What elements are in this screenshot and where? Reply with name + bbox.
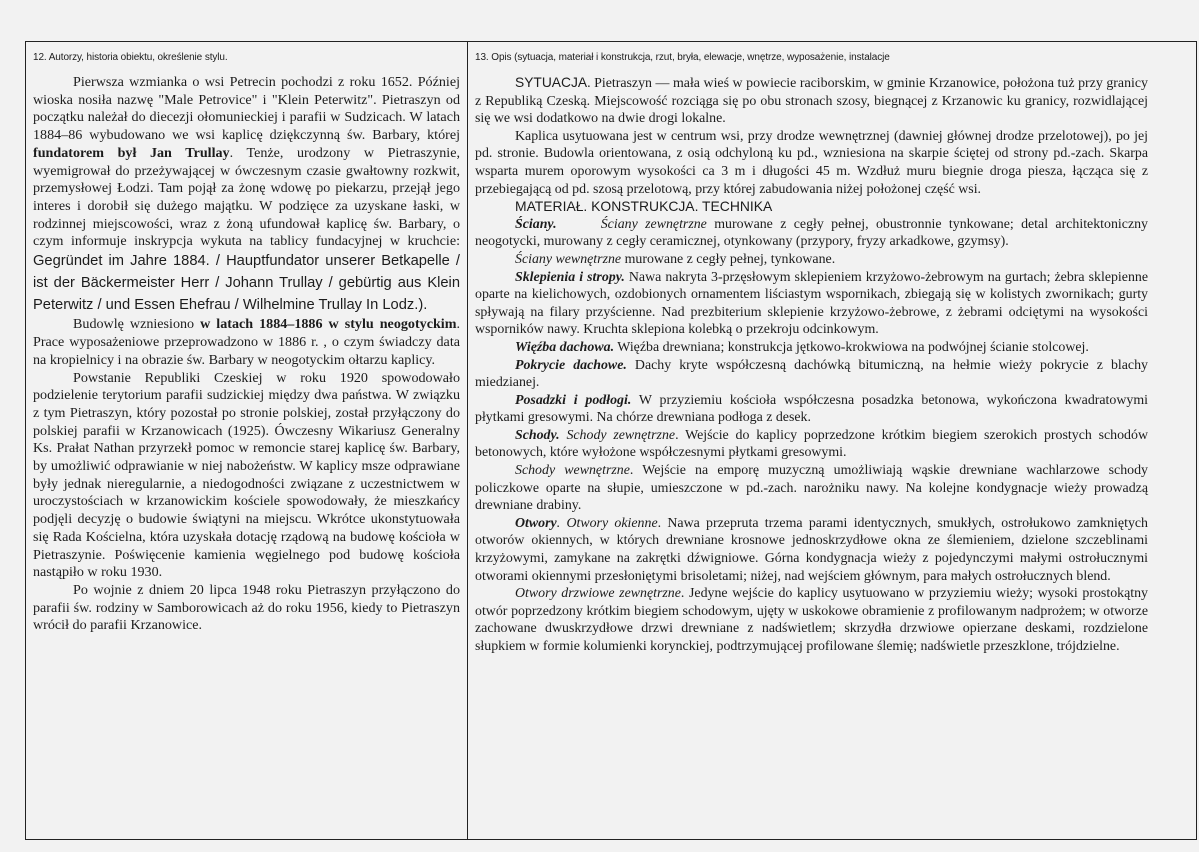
otwory-label: Otwory (515, 515, 557, 531)
schody-wewnetrzne-label: Schody wewnętrzne (515, 463, 630, 479)
wiezba-label: Więźba dachowa. (515, 339, 615, 355)
otwory-okienne-paragraph: Otwory. Otwory okienne. Nawa przepruta trzema parami identycznych, smukłych, ostrołukowo zamkniętych otworów okiennych, w których drewniane krosnowe jednoskrzydłowe okna ze ślemieniem, dzielone szczeblinami krzyżowymi, zamykane na zakrętki dźwigniowe. Górna kondygnacja wieży z pojedynczymi małymi ostrołucznymi otworami okiennymi przesłoniętymi brisoletami; niżej, nad wejściem głównym, para małych ostrołucznych blend. (475, 515, 1148, 584)
schody-zewnetrzne-label: Schody zewnętrzne (566, 427, 676, 443)
otwory-drzwiowe-text: . Jedyne wejście do kaplicy usytuowano w przyziemiu wieży; wysoki prostokątny otwór poprzedzony krótkim biegiem schodowym, ujęty w uskokowe obramienie z profilowanym nadprożem; w otworze zachowane dwuskrzydłowe drzwi drewniane z nadświetlem; skrzydła drzwiowe opierzane deskami, rozdzielone słupkiem w formie kolumienki korynckiej, podtrzymującej profilowane ślemię; nadświetle przeszklone, trójdzielne. (475, 586, 1148, 654)
posadzki-text: W przyziemiu kościoła współczesna posadzka betonowa, wykończona kwadratowymi płytkami gresowymi. Na chórze drewniana podłoga z desek. (475, 392, 1148, 426)
history-p2-dates-style: w latach 1884–1886 w stylu neogotyckim (200, 316, 457, 333)
kaplica-paragraph: Kaplica usytuowana jest w centrum wsi, przy drodze wewnętrznej (dawniej głównej drodze przelotowej), po jej pd. stronie. Budowla orientowana, z osią odchyloną ku pd., wzniesiona na skarpie ściętej od strony pd.-zach. Skarpa wsparta murem oporowym wysokości ca 3 m i długości 45 m. Wzdłuż muru biegnie droga piesza, łącząca się z przebiegającą od pd. szosą przelotową, przy której zabudowania niżej położonej część wsi. (475, 128, 1148, 197)
schody-zewnetrzne-paragraph (475, 427, 1148, 462)
sciany-wewnetrzne-paragraph (475, 251, 1148, 269)
history-paragraph-4: Po wojnie z dniem 20 lipca 1948 roku Pietraszyn przyłączono do parafii św. rodziny w Samborowicach aż do roku 1956, kiedy to Pietraszyn wrócił do parafii Krzanowice. (33, 581, 460, 634)
history-column (33, 42, 460, 635)
frame-left-line (25, 41, 26, 840)
column-divider (467, 41, 468, 840)
otwory-drzwiowe-label: Otwory drzwiowe zewnętrzne (515, 586, 681, 602)
wiezba-text: Więźba drewniana; konstrukcja jętkowo-krokwiowa na podwójnej ścianie stolcowej. (614, 339, 1089, 355)
sklepienia-text: Nawa nakryta 3-przęsłowym sklepieniem krzyżowo-żebrowym na gurtach; żebra sklepienne oparte na kielichowych, ozdobionych ornamentem liściastym wspornikach, zbiegają się w kolistych zwornikach; gurty spływają na filary przyścienne. Nad prezbiterium sklepienie krzyżowo-żebrowe, z żebrami odciętymi na wysokości wsporników nawy. Kruchta sklepiona kolebką o przekroju odcinkowym. (475, 269, 1149, 338)
pokrycie-label: Pokrycie dachowe. (515, 357, 627, 373)
schody-label: Schody. (515, 427, 560, 443)
schody-wewnetrzne-paragraph (475, 462, 1148, 515)
history-p2-text-a: Budowlę wzniesiono (73, 316, 201, 333)
history-paragraph-2 (33, 316, 460, 369)
sciany-label: Ściany. (515, 216, 557, 232)
sytuacja-paragraph (475, 74, 1148, 128)
schody-wewnetrzne-text: . Wejście na emporę muzyczną umożliwiają wąskie drewniane wachlarzowe schody policzkowe oparte na słupie, umieszczone w pd.-zach. narożniku nawy. Na kolejne kondygnacje wieży prowadzą drewniane drabiny. (475, 463, 1149, 514)
sklepienia-paragraph (475, 269, 1148, 339)
sklepienia-label: Sklepienia i stropy. (515, 269, 625, 285)
sytuacja-label: SYTUACJA (515, 75, 588, 90)
frame-bottom-line (25, 839, 1197, 840)
history-p1-text-b: . Tenże, urodzony w Pietraszynie, wyemigrował do przeżywającej w ówczesnym czasie gwałtowny rozkwit, przemysłowej Łodzi. Tam pojął za żonę wdowę po piekarzu, przejął jego interes i dorobił się dużego majątku. W podzięce za uzyskane łaski, w rodzinnej miejscowości, wraz z żoną ufundował kaplicę św. Barbary, o czym informuje inskrypcja wykuta na tablicy fundacyjnej w kruchcie: (33, 144, 460, 250)
foundation-inscription: Gegründet im Jahre 1884. / Hauptfundator unserer Betkapelle / ist der Bäckermeister Herr / Johann Trullay / gebürtig aus Klein Peterwitz / und Essen Ehefrau / Wilhelmine Trullay In Lodz.). (33, 253, 460, 313)
history-paragraph-3: Powstanie Republiki Czeskiej w roku 1920 spowodowało podzielenie terytorium parafii sudzickiej między dwa państwa. W związku z tym Pietraszyn, który pozostał po stronie polskiej, został przyłączony do polskiej parafii w Krzanowicach (1925). Ówczesny Wikariusz Generalny Ks. Prałat Nathan przyrzekł pomoc w remoncie starej kaplicę św. Barbary, by umożliwić odprawianie w niej nabożeństw. W kaplicy msze odprawiane były jednak nieregularnie, a niedogodności związane z uczestnictwem w uroczystościach w krzanowickim kościele spowodowały, że mieszkańcy podjęli decyzję o budowie świątyni na miejscu. Wkrótce ukonstytuowała się Rada Kościelna, która uzyskała dotację rządową na budowę kościoła w Pietraszynie. Poświęcenie kamienia węgielnego pod budowę kościoła nastąpiło w roku 1930. (33, 369, 460, 581)
otwory-okienne-text: . Nawa przepruta trzema parami identycznych, smukłych, ostrołukowo zamkniętych otworów okiennych, w których drewniane krosnowe jednoskrzydłowe okna ze ślemieniem, dzielone szczeblinami krzyżowymi, zamykane na zakrętki dźwigniowe. Górna kondygnacja wieży z pojedynczymi małymi ostrołucznymi otworami okiennymi przesłoniętymi brisoletami; niżej, nad wejściem głównym, para małych ostrołucznych blend. (475, 515, 1148, 584)
history-paragraph-1 (33, 74, 460, 316)
pokrycie-paragraph (475, 357, 1148, 392)
description-column (475, 42, 1148, 656)
posadzki-paragraph (475, 392, 1148, 427)
section-13-header: 13. Opis (sytuacja, materiał i konstrukcja, rzut, bryła, elewacje, wnętrze, wyposażenie, instalacje (475, 52, 890, 63)
sciany-wewnetrzne-label: Ściany wewnętrzne (515, 251, 622, 267)
history-p1-founder: fundatorem był Jan Trullay (33, 144, 230, 161)
material-heading: MATERIAŁ. KONSTRUKCJA. TECHNIKA (515, 198, 773, 215)
sciany-zewnetrzne-label: Ściany zewnętrzne (600, 216, 707, 232)
sciany-zewnetrzne-text: murowane z cegły pełnej, obustronnie tynkowane; detal architektoniczny neogotycki, murowany z cegły ceramicznej, otynkowany (przypory, fryzy arkadkowe, gzymsy). (475, 216, 1148, 250)
posadzki-label: Posadzki i podłogi. (515, 392, 632, 408)
otwory-drzwiowe-paragraph (475, 585, 1148, 655)
sciany-zewnetrzne-paragraph (475, 216, 1148, 251)
sciany-wewnetrzne-text: murowane z cegły pełnej, tynkowane. (621, 251, 836, 267)
frame-right-line (1196, 41, 1197, 840)
otwory-okienne-label: Otwory okienne (566, 515, 658, 531)
history-p2-text-b: . Prace wyposażeniowe przeprowadzono w 1886 r. , o czym świadczy data na kropielnicy i na obrazie św. Barbary w neogotyckim ołtarzu kaplicy. (33, 316, 460, 368)
section-12-header: 12. Autorzy, historia obiektu, określenie stylu. (33, 52, 228, 63)
sytuacja-text: . Pietraszyn — mała wieś w powiecie raciborskim, w gminie Krzanowice, położona tuż przy granicy z Republiką Czeską. Miejscowość rozciąga się po obu stronach szosy, biegnącej z Krzanowic ku granicy, rozwidlającej się we wsi dodatkowo na dwie drogi lokalne. (475, 76, 1148, 127)
wiezba-paragraph (475, 339, 1148, 357)
history-p1-text-a: Pierwsza wzmianka o wsi Petrecin pochodzi z roku 1652. Później wioska nosiła nazwę "Male Petrovice" i "Klein Peterwitz". Pietraszyn od początku należał do diecezji ołomunieckiej i parafii w Sudzicach. W latach 1884–86 wybudowano we wsi kaplicę dziękczynną św. Barbary, której (33, 74, 460, 144)
schody-zewnetrzne-text: . Wejście do kaplicy poprzedzone krótkim biegiem szerokich prostych schodów betonowych, które wyłożone współczesnymi płytkami gresowymi. (475, 427, 1148, 461)
pokrycie-text: Dachy kryte współczesną dachówką bitumiczną, na hełmie wieży pokrycie z blachy miedzianej. (475, 357, 1148, 391)
